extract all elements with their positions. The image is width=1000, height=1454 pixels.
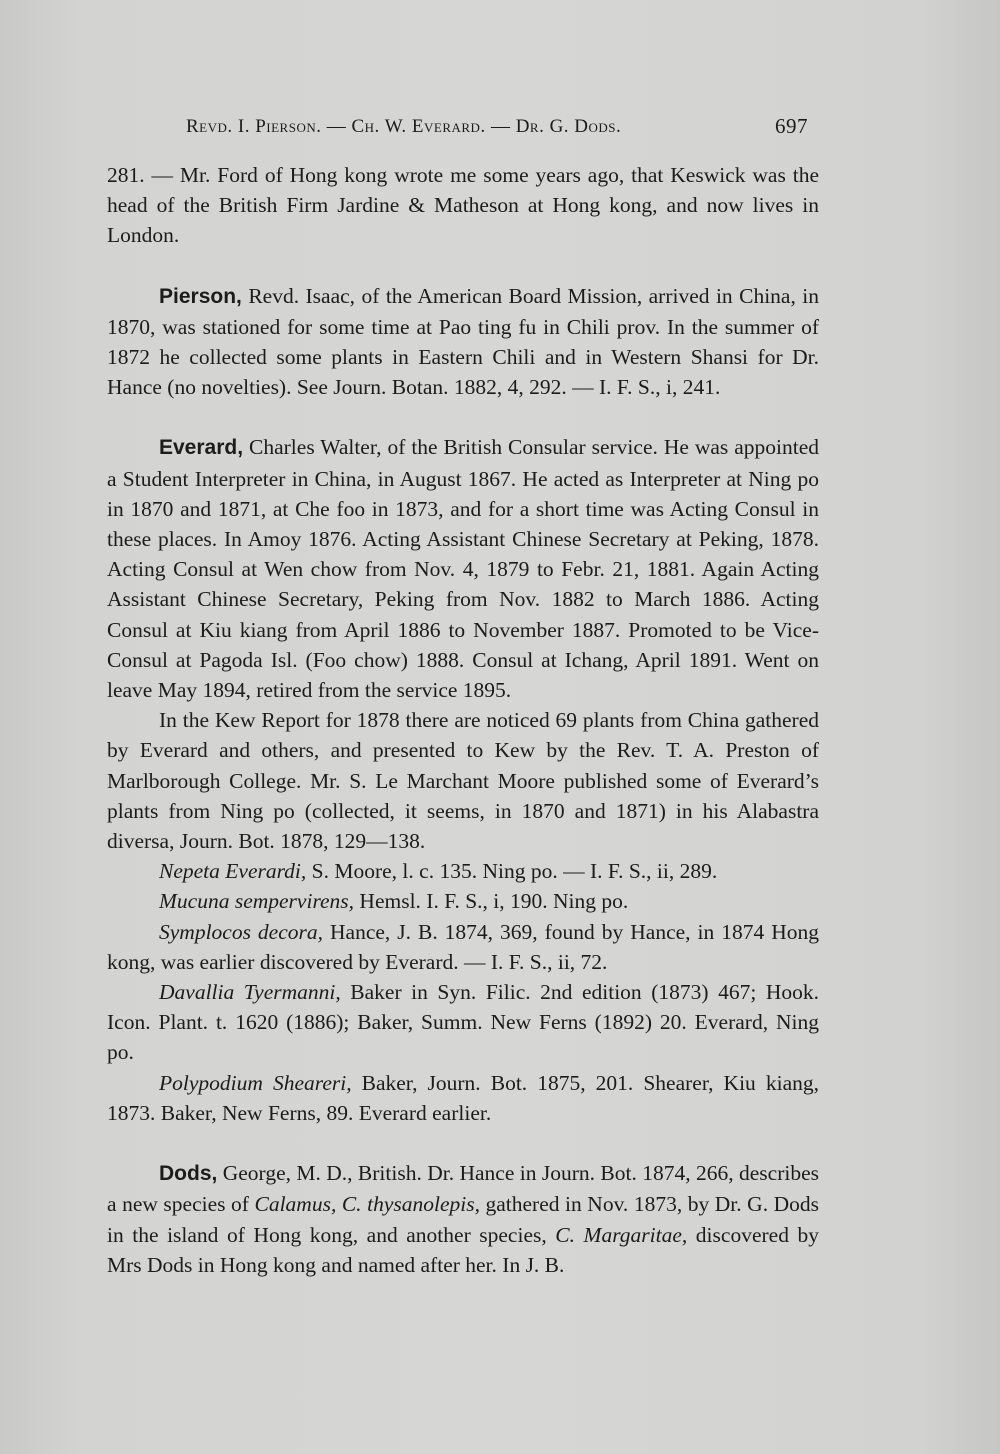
paragraph-281 <box>107 160 819 251</box>
species-text-davallia: Baker in Syn. Filic. 2nd edition (1873) 467; Hook. Icon. Plant. t. 1620 (1886); Baker, Summ. New Ferns (1892) 20. Everard, Ning po. <box>107 980 819 1065</box>
species-name-mucuna: Mucuna sempervirens, <box>159 889 355 914</box>
entry-pierson <box>107 281 819 403</box>
entry-everard <box>107 432 819 705</box>
paragraph-281-text: 281. — Mr. Ford of Hong kong wrote me some years ago, that Keswick was the head of the British Firm Jardine & Matheson at Hong kong, and now lives in London. <box>107 163 819 248</box>
species-name-nepeta: Nepeta Everardi, <box>159 859 307 884</box>
species-nepeta <box>107 856 819 886</box>
page-number: 697 <box>775 114 808 138</box>
entry-text-dods-2: gathered in Nov. 1873, by Dr. G. Dods in the island of Hong kong, and another species, <box>107 1192 819 1247</box>
spacer <box>107 1128 819 1158</box>
body-text <box>107 160 819 1280</box>
running-title: Revd. I. Pierson. — Ch. W. Everard. — Dr. G. Dods. <box>186 116 622 137</box>
entry-text-dods-3: discovered by Mrs Dods in Hong kong and named after her. In J. B. <box>107 1222 819 1277</box>
species-name-davallia: Davallia Tyermanni, <box>159 980 341 1005</box>
entry-text-everard: Charles Walter, of the British Consular service. He was appointed a Student Interpreter in China, in August 1867. He acted as Interpreter at Ning po in 1870 and 1871, at Che foo in 1873, and for a short time was Acting Consul in these places. In Amoy 1876. Acting Assistant Chinese Secretary at Peking, 1878. Acting Consul at Wen chow from Nov. 4, 1879 to Febr. 21, 1881. Again Acting Assistant Chinese Secretary, Peking from Nov. 1882 to March 1886. Acting Consul at Kiu kiang from April 1886 to November 1887. Promoted to be Vice-Consul at Pagoda Isl. (Foo chow) 1888. Consul at Ichang, April 1891. Went on leave May 1894, retired from the service 1895. <box>107 435 819 703</box>
entry-text-dods-1: George, M. D., British. Dr. Hance in Journ. Bot. 1874, 266, describes a new species of <box>107 1161 819 1217</box>
species-text-symplocos: Hance, J. B. 1874, 369, found by Hance, in 1874 Hong kong, was earlier discovered by Everard. — I. F. S., ii, 72. <box>107 919 819 974</box>
species-text-nepeta: S. Moore, l. c. 135. Ning po. — I. F. S., ii, 289. <box>306 859 718 884</box>
page-header <box>186 112 816 144</box>
species-name-symplocos: Symplocos decora, <box>159 919 324 944</box>
kew-report-text: In the Kew Report for 1878 there are noticed 69 plants from China gathered by Everard and others, and presented to Kew by the Rev. T. A. Preston of Marlborough College. Mr. S. Le Marchant Moore published some of Everard’s plants from Ning po (collected, it seems, in 1870 and 1871) in his Alabastra diversa, Journ. Bot. 1878, 129—138. <box>107 708 819 854</box>
entry-name-pierson: Pierson, <box>159 284 242 308</box>
species-name-polypodium: Polypodium Sheareri, <box>159 1070 352 1095</box>
spacer <box>107 402 819 432</box>
entry-name-dods: Dods, <box>159 1162 218 1186</box>
species-text-polypodium: Baker, Journ. Bot. 1875, 201. Shearer, Kiu kiang, 1873. Baker, New Ferns, 89. Everard earlier. <box>107 1070 819 1125</box>
species-name-calamus: Calamus, C. thysanolepis, <box>254 1192 480 1217</box>
species-symplocos <box>107 917 819 977</box>
entry-name-everard: Everard, <box>159 436 244 460</box>
species-davallia <box>107 977 819 1068</box>
paragraph-kew-report <box>107 705 819 856</box>
species-polypodium <box>107 1068 819 1128</box>
entry-dods <box>107 1158 819 1280</box>
species-name-margaritae: C. Margaritae, <box>555 1222 688 1247</box>
entry-text-pierson: Revd. Isaac, of the American Board Mission, arrived in China, in 1870, was stationed for some time at Pao ting fu in Chili prov. In the summer of 1872 he collected some plants in Eastern Chili and in Western Shansi for Dr. Hance (no novelties). See Journ. Botan. 1882, 4, 292. — I. F. S., i, 241. <box>107 283 819 400</box>
spacer <box>107 251 819 281</box>
species-text-mucuna: Hemsl. I. F. S., i, 190. Ning po. <box>354 889 629 914</box>
species-mucuna <box>107 886 819 916</box>
